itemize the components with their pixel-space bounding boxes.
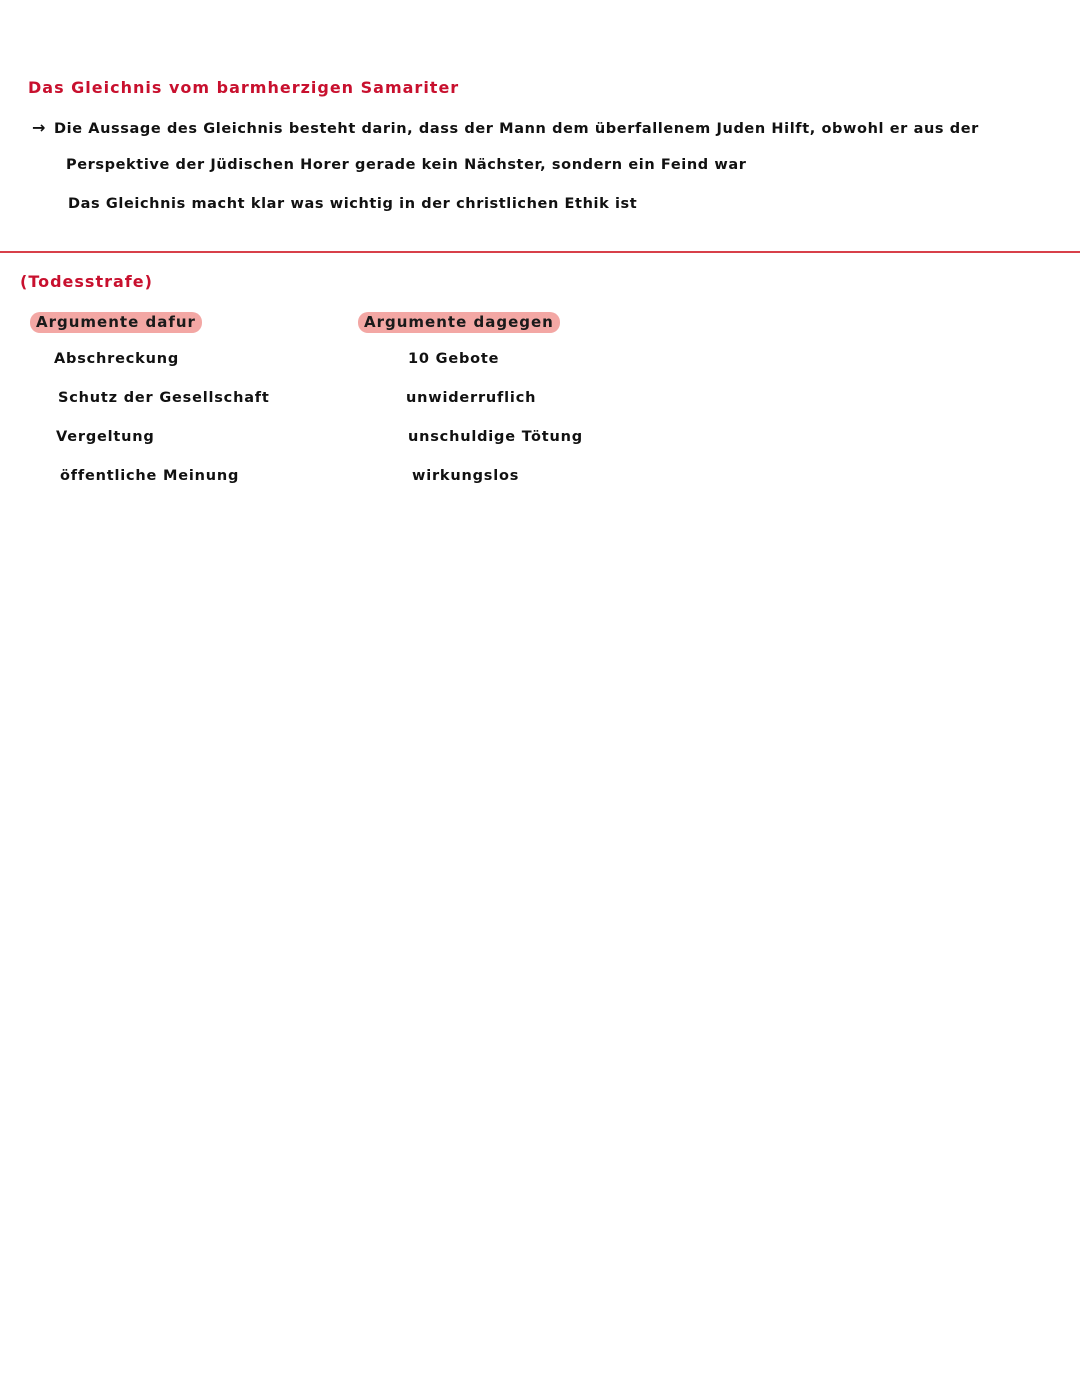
contra-arguments-heading: Argumente dagegen [358,312,560,333]
pro-item: Schutz der Gesellschaft [58,390,270,406]
parable-line-1 [32,118,979,137]
parable-line-3: Das Gleichnis macht klar was wichtig in der christlichen Ethik ist [68,196,638,212]
contra-item: wirkungslos [412,468,520,484]
pro-arguments-heading: Argumente dafur [30,312,202,333]
parable-heading: Das Gleichnis vom barmherzigen Samariter [28,78,460,97]
pro-item: öffentliche Meinung [60,468,240,484]
contra-item: unwiderruflich [406,390,537,406]
parable-line-1-text: Die Aussage des Gleichnis besteht darin, dass der Mann dem überfallenem Juden Hilft, obwohl er aus der [54,121,979,137]
contra-item: 10 Gebote [408,351,500,367]
parable-line-2: Perspektive der Jüdischen Horer gerade kein Nächster, sondern ein Feind war [66,157,747,173]
pro-item: Vergeltung [56,429,155,445]
arrow-right-icon: → [32,118,47,137]
contra-item: unschuldige Tötung [408,429,583,445]
topic-heading: (Todesstrafe) [20,272,153,291]
pro-item: Abschreckung [54,351,179,367]
section-divider [0,251,1080,253]
